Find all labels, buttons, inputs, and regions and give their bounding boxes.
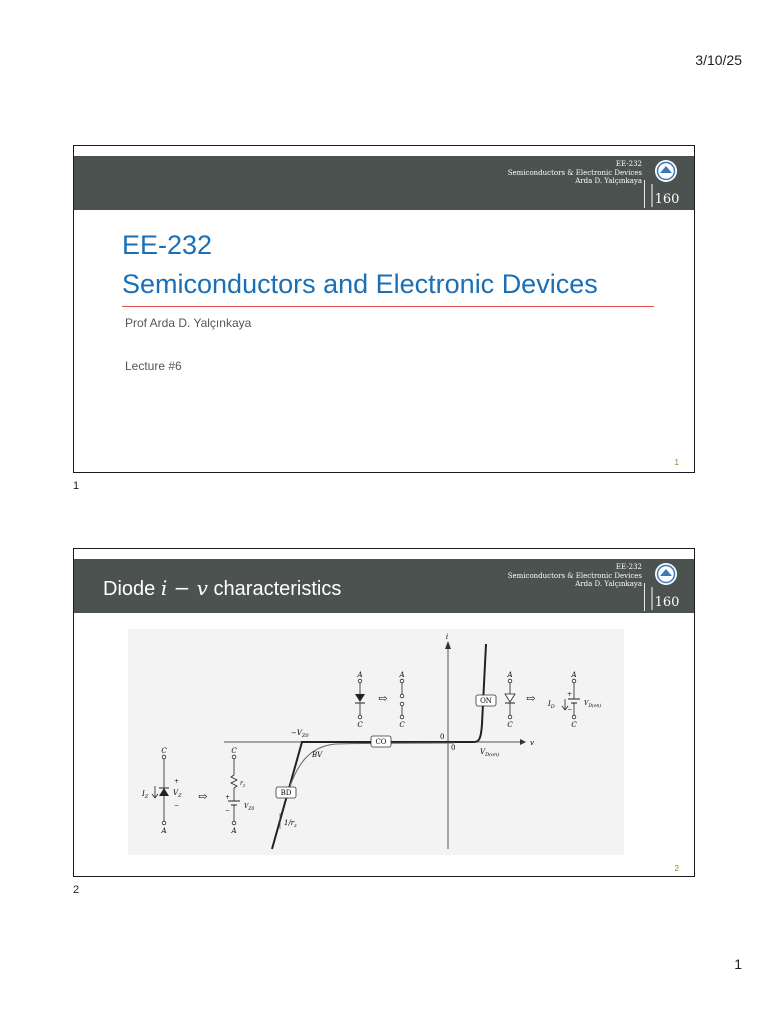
svg-text:−: − (567, 706, 573, 713)
on-region-label: ON (480, 697, 492, 705)
header-author: Arda D. Yalçınkaya (575, 177, 642, 185)
header-band (74, 156, 694, 210)
origin-label: 0 (440, 733, 445, 741)
course-title: Semiconductors & Electronic Devices (507, 168, 642, 177)
svg-text:−: − (174, 802, 180, 809)
svg-text:VD(on): $V_{D(on)}$ (584, 700, 602, 709)
print-date: 3/10/25 (695, 52, 742, 68)
slide-number: 2 (674, 864, 679, 873)
svg-text:+: + (225, 794, 231, 801)
svg-text:VZ: $V_Z$ (173, 789, 182, 799)
slide-title-math: i − v (160, 576, 208, 600)
svg-text:C: C (231, 747, 237, 755)
i-axis-label: i (445, 633, 449, 641)
on-arrow: ⇨ (526, 692, 536, 705)
v-axis-label: v (530, 739, 534, 747)
university-logo (650, 159, 682, 209)
diode-iv-figure (74, 549, 694, 876)
slide-author: Prof Arda D. Yalçınkaya (125, 316, 252, 330)
neg-vz0-label: $-V_{Z0}$ (291, 729, 309, 739)
svg-text:A: A (161, 827, 167, 835)
logo-text: 160 (654, 192, 680, 207)
slide-caption: 1 (73, 480, 80, 492)
svg-text:ID: $I_D$ (548, 700, 555, 710)
svg-text:A: A (507, 671, 513, 679)
svg-text:A: A (571, 671, 577, 679)
header-info (508, 160, 642, 186)
svg-text:rz: $r_z$ (240, 780, 246, 789)
course-code: EE-232 (615, 563, 642, 571)
slope-label: $1/r_z$ (284, 819, 297, 829)
svg-text:C: C (357, 721, 363, 729)
svg-text:IZ: $I_Z$ (142, 790, 149, 800)
course-title: Semiconductors & Electronic Devices (507, 571, 642, 580)
slide-title-code: EE-232 (122, 230, 213, 260)
logo-text: 160 (654, 595, 680, 610)
co-arrow: ⇨ (378, 692, 388, 705)
slide-title-post: characteristics (207, 578, 342, 600)
bd-region-label: BD (280, 789, 292, 797)
bv-label: BV (312, 751, 323, 759)
header-author: Arda D. Yalçınkaya (575, 580, 642, 588)
slide-title-pre: Diode (103, 578, 161, 600)
vdon-axis-label: $V_{D(on)}$ (480, 748, 500, 758)
slide-2 (73, 548, 695, 877)
svg-text:−: − (225, 807, 231, 814)
lecture-number: Lecture #6 (125, 359, 182, 373)
svg-text:A: A (231, 827, 237, 835)
slide-number: 1 (674, 458, 679, 467)
svg-text:+: + (567, 691, 573, 698)
svg-text:C: C (507, 721, 513, 729)
course-heading (122, 226, 598, 304)
slide-caption: 2 (73, 884, 80, 896)
svg-text:+: + (174, 778, 180, 785)
title-underline (122, 306, 654, 307)
svg-text:C: C (161, 747, 167, 755)
page-number: 1 (734, 956, 742, 972)
bd-arrow: ⇨ (198, 790, 208, 803)
co-region-label: CO (375, 738, 387, 746)
course-code: EE-232 (615, 160, 642, 168)
svg-text:A: A (357, 671, 363, 679)
svg-text:C: C (399, 721, 405, 729)
slide-title-name: Semiconductors and Electronic Devices (122, 269, 598, 299)
svg-text:C: C (571, 721, 577, 729)
origin-label-2: 0 (451, 744, 456, 752)
svg-text:VZ0: $V_{Z0}$ (244, 803, 255, 812)
header-divider (644, 180, 645, 208)
slide-1 (73, 145, 695, 473)
svg-text:A: A (399, 671, 405, 679)
